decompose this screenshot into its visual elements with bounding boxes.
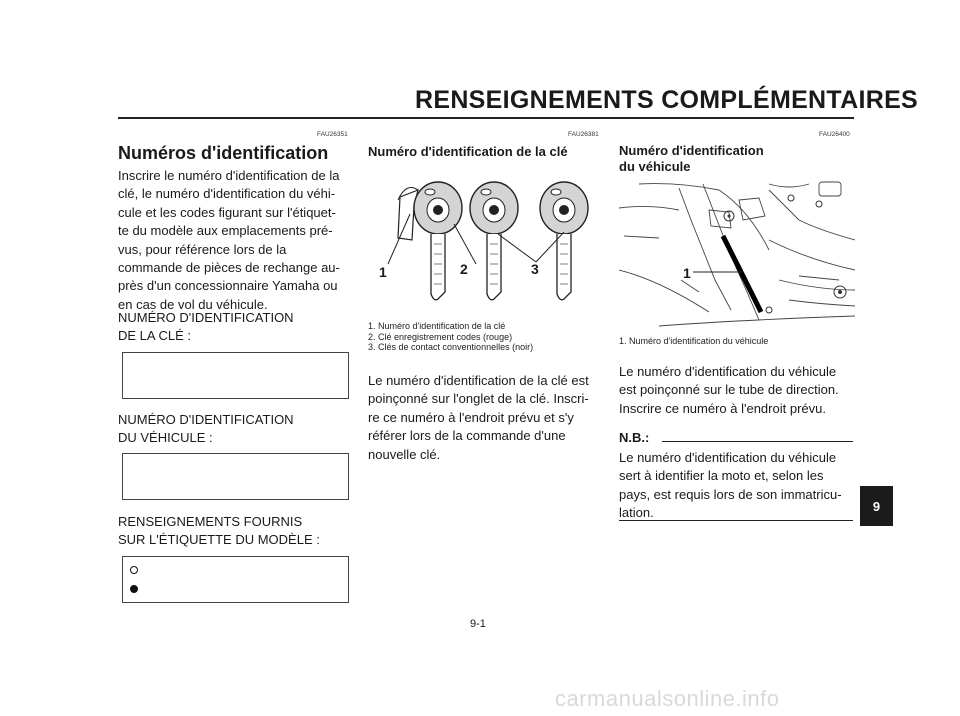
text-line: pays, est requis lors de son immatricu- bbox=[619, 486, 842, 502]
text-line: poinçonné sur l'onglet de la clé. Inscri- bbox=[368, 391, 589, 407]
vehicle-number-label bbox=[118, 411, 294, 448]
text-line: Inscrire ce numéro à l'endroit prévu. bbox=[619, 400, 826, 416]
text-line: Le numéro d'identification de la clé est bbox=[368, 373, 589, 388]
title-line: Numéro d'identification bbox=[619, 143, 764, 158]
text-line: lation. bbox=[619, 505, 654, 521]
text-line: sert à identifier la moto et, selon les bbox=[619, 468, 824, 484]
callout-2: 2 bbox=[460, 261, 468, 277]
page-header-title: RENSEIGNEMENTS COMPLÉMENTAIRES bbox=[415, 86, 919, 114]
watermark: carmanualsonline.info bbox=[555, 686, 780, 711]
text-line: vus, pour référence lors de la bbox=[118, 241, 287, 257]
text-line: clé, le numéro d'identification du véhi- bbox=[118, 186, 336, 202]
section-code: FAU26351 bbox=[317, 131, 348, 138]
section-title: Numéro d'identification de la clé bbox=[368, 144, 568, 159]
keys-illustration bbox=[368, 172, 600, 312]
chapter-tab: 9 bbox=[860, 486, 893, 526]
vehicle-frame-illustration bbox=[619, 180, 855, 328]
label-line: NUMÉRO D'IDENTIFICATION bbox=[118, 412, 294, 427]
callout-3: 3 bbox=[531, 261, 539, 277]
header-rule bbox=[118, 117, 854, 119]
text-line: nouvelle clé. bbox=[368, 446, 441, 462]
text-line: est poinçonné sur le tube de direction. bbox=[619, 382, 839, 398]
nb-top-rule bbox=[662, 441, 853, 442]
caption-line: 3. Clés de contact conventionnelles (noir) bbox=[368, 342, 534, 352]
section-code: FAU26381 bbox=[568, 131, 599, 138]
title-line: du véhicule bbox=[619, 159, 691, 174]
key-number-field[interactable] bbox=[122, 352, 349, 399]
text-line: référer lors de la commande d'une bbox=[368, 428, 566, 444]
label-line: RENSEIGNEMENTS FOURNIS bbox=[118, 514, 303, 529]
section-title: Numéros d'identification bbox=[118, 143, 329, 163]
text-line: commande de pièces de rechange au- bbox=[118, 260, 340, 276]
text-line: Inscrire le numéro d'identification de la bbox=[118, 168, 340, 183]
text-line: re ce numéro à l'endroit prévu et s'y bbox=[368, 409, 574, 425]
label-line: NUMÉRO D'IDENTIFICATION bbox=[118, 310, 294, 325]
nb-paragraph bbox=[619, 449, 853, 523]
callout-1: 1 bbox=[379, 264, 387, 280]
keys-caption bbox=[368, 321, 533, 353]
model-label-field[interactable] bbox=[122, 556, 349, 603]
section-title bbox=[619, 143, 764, 175]
nb-bottom-rule bbox=[619, 520, 853, 521]
callout-1: 1 bbox=[683, 265, 691, 281]
key-number-label bbox=[118, 309, 294, 346]
intro-paragraph bbox=[118, 167, 350, 314]
open-circle-icon bbox=[130, 566, 138, 574]
vehicle-number-field[interactable] bbox=[122, 453, 349, 500]
text-line: cule et les codes figurant sur l'étiquet- bbox=[118, 204, 336, 220]
text-line: près d'un concessionnaire Yamaha ou bbox=[118, 278, 338, 294]
caption-line: 1. Numéro d'identification de la clé bbox=[368, 321, 506, 331]
text-line: Le numéro d'identification du véhicule bbox=[619, 364, 837, 379]
key-paragraph bbox=[368, 372, 601, 464]
vehicle-caption: 1. Numéro d'identification du véhicule bbox=[619, 336, 769, 346]
text-line: en cas de vol du véhicule. bbox=[118, 296, 268, 312]
model-label-label bbox=[118, 513, 320, 550]
text-line: Le numéro d'identification du véhicule bbox=[619, 450, 837, 465]
vehicle-paragraph bbox=[619, 363, 853, 418]
nb-label: N.B.: bbox=[619, 430, 650, 445]
filled-circle-icon bbox=[130, 585, 138, 593]
label-line: DU VÉHICULE : bbox=[118, 430, 213, 446]
page-number: 9-1 bbox=[470, 618, 486, 630]
label-line: SUR L'ÉTIQUETTE DU MODÈLE : bbox=[118, 532, 320, 548]
section-code: FAU26400 bbox=[819, 131, 850, 138]
text-line: te du modèle aux emplacements pré- bbox=[118, 223, 333, 239]
caption-line: 2. Clé enregistrement codes (rouge) bbox=[368, 331, 513, 342]
label-line: DE LA CLÉ : bbox=[118, 328, 191, 344]
